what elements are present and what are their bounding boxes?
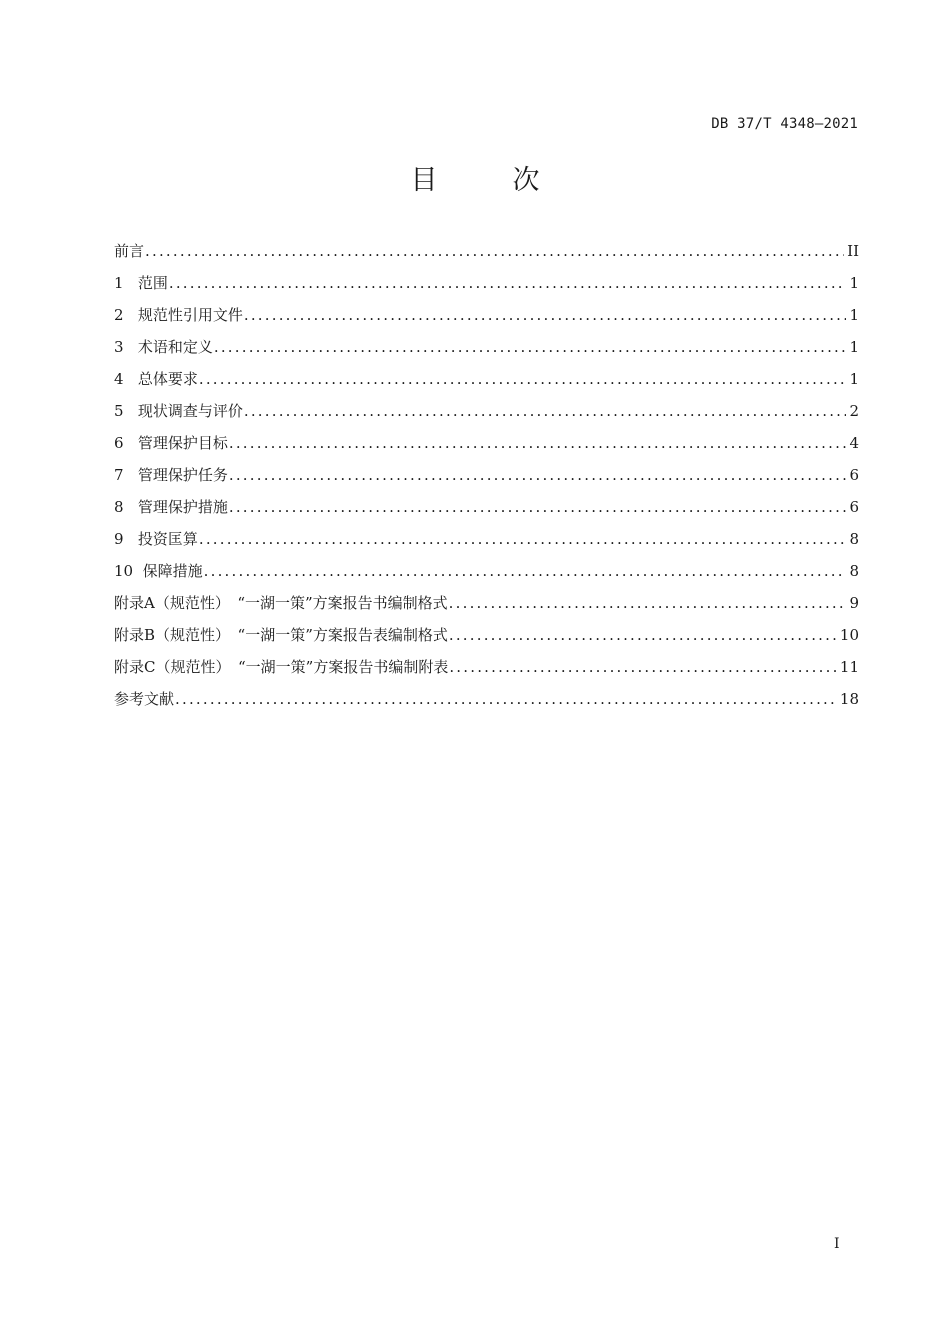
toc-entry-label: 投资匡算 [137, 530, 198, 548]
toc-entry-10[interactable] [114, 560, 859, 592]
toc-entry-number: 1 [114, 274, 124, 292]
toc-entry-label: 术语和定义 [137, 338, 213, 356]
toc-entry-4[interactable] [114, 368, 859, 400]
toc-entry-9[interactable] [114, 528, 859, 560]
toc-entry-page: 1 [849, 370, 859, 388]
toc-entry-7[interactable] [114, 464, 859, 496]
toc-entry-number: 10 [114, 562, 134, 580]
toc-leader-dots [449, 658, 837, 676]
toc-entry-number: 4 [114, 370, 124, 388]
toc-leader-dots [145, 242, 844, 260]
toc-leader-dots [449, 594, 847, 612]
page-number: I [834, 1236, 840, 1252]
toc-entry-8[interactable] [114, 496, 859, 528]
toc-entry-page: II [847, 242, 859, 260]
toc-entry-label: 现状调查与评价 [137, 402, 243, 420]
page-title: 目 次 [410, 165, 564, 196]
toc-entry-3[interactable] [114, 336, 859, 368]
toc-entry-label: 管理保护任务 [137, 466, 228, 484]
toc-entry-number: 3 [114, 338, 124, 356]
toc-entry-page: 8 [849, 562, 859, 580]
toc-entry-label: 前言 [114, 242, 145, 260]
toc-entry-label: 保障措施 [142, 562, 203, 580]
toc-leader-dots [175, 690, 837, 708]
toc-entry-page: 1 [849, 306, 859, 324]
toc-entry-page: 8 [849, 530, 859, 548]
toc-leader-dots [244, 402, 847, 420]
toc-leader-dots [244, 306, 847, 324]
toc-entry-annex-c[interactable] [114, 656, 859, 688]
toc-entry-page: 9 [849, 594, 859, 612]
toc-leader-dots [229, 434, 847, 452]
toc-entry-label: 附录C（规范性） “一湖一策”方案报告书编制附表 [114, 658, 449, 676]
toc-entry-page: 1 [849, 338, 859, 356]
table-of-contents [114, 240, 859, 720]
toc-entry-page: 6 [849, 466, 859, 484]
toc-entry-label: 附录A（规范性） “一湖一策”方案报告书编制格式 [114, 594, 448, 612]
toc-entry-page: 1 [849, 274, 859, 292]
toc-entry-label: 管理保护措施 [137, 498, 228, 516]
toc-leader-dots [204, 562, 847, 580]
toc-leader-dots [229, 466, 847, 484]
toc-entry-number: 2 [114, 306, 124, 324]
toc-entry-label: 总体要求 [137, 370, 198, 388]
toc-entry-bibliography[interactable] [114, 688, 859, 720]
toc-entry-1[interactable] [114, 272, 859, 304]
toc-leader-dots [169, 274, 847, 292]
toc-entry-number: 5 [114, 402, 124, 420]
toc-entry-6[interactable] [114, 432, 859, 464]
toc-leader-dots [229, 498, 847, 516]
toc-entry-page: 18 [839, 690, 859, 708]
toc-leader-dots [214, 338, 847, 356]
toc-entry-label: 管理保护目标 [137, 434, 228, 452]
toc-entry-foreword[interactable] [114, 240, 859, 272]
toc-leader-dots [449, 626, 837, 644]
toc-entry-label: 附录B（规范性） “一湖一策”方案报告表编制格式 [114, 626, 448, 644]
toc-entry-number: 7 [114, 466, 124, 484]
toc-entry-5[interactable] [114, 400, 859, 432]
toc-entry-label: 参考文献 [114, 690, 175, 708]
toc-entry-number: 9 [114, 530, 124, 548]
toc-entry-page: 4 [849, 434, 859, 452]
toc-entry-label: 范围 [137, 274, 168, 292]
toc-entry-label: 规范性引用文件 [137, 306, 243, 324]
standard-code: DB 37/T 4348—2021 [711, 116, 858, 132]
toc-entry-annex-a[interactable] [114, 592, 859, 624]
toc-leader-dots [199, 370, 847, 388]
toc-entry-page: 11 [839, 658, 859, 676]
toc-entry-page: 10 [839, 626, 859, 644]
toc-entry-number: 6 [114, 434, 124, 452]
toc-entry-number: 8 [114, 498, 124, 516]
toc-entry-annex-b[interactable] [114, 624, 859, 656]
toc-entry-2[interactable] [114, 304, 859, 336]
toc-entry-page: 6 [849, 498, 859, 516]
toc-leader-dots [199, 530, 847, 548]
toc-entry-page: 2 [849, 402, 859, 420]
